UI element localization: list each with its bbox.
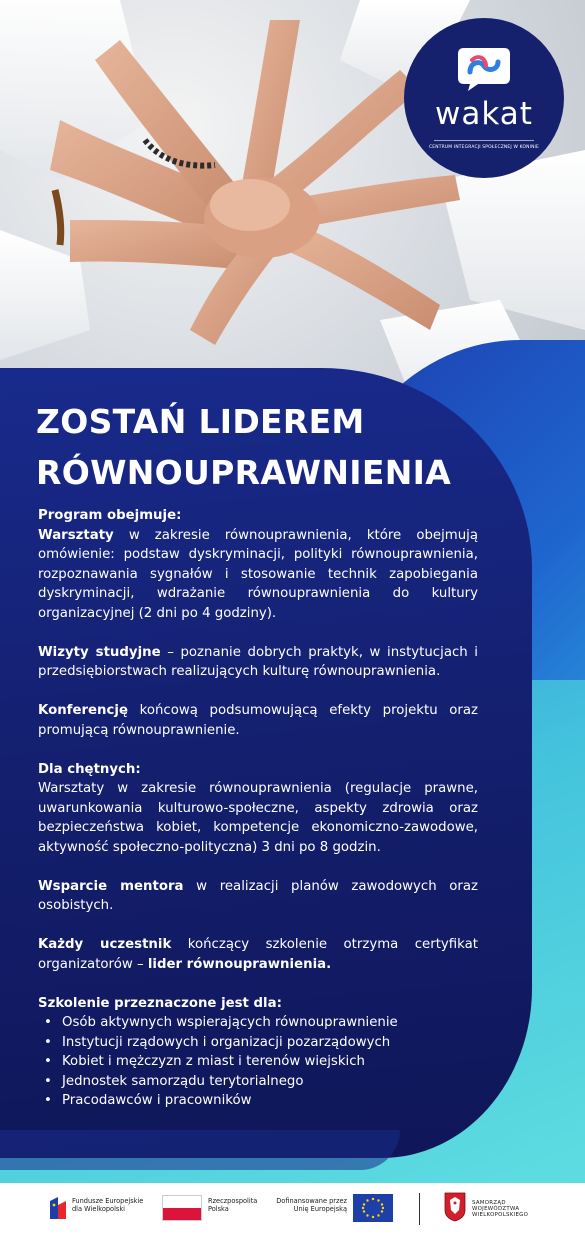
mentor-text: w realizacji planów zawodowych oraz osobistych. — [38, 878, 478, 913]
mentor-section — [38, 877, 478, 916]
optional-text: Warsztaty w zakresie równouprawnienia (regulacje prawne, uwarunkowania kulturowo-społeczne, aspekty zdrowia oraz bezpieczeństwa kobiet, kompetencje ekonomiczno-zawodowe, aktywność społeczno-polityczna) 3 dni po 8 godzin. — [38, 781, 478, 855]
audience-heading: Szkolenie przeznaczone jest dla: — [38, 995, 282, 1011]
speech-bubble-icon — [456, 46, 512, 92]
poland-flag-icon — [162, 1195, 202, 1221]
title-line-2: RÓWNOUPRAWNIENIA — [36, 453, 452, 492]
audience-item: • Jednostek samorządu terytorialnego — [38, 1072, 478, 1092]
audience-item: • Instytucji rządowych i organizacji pozarządowych — [38, 1033, 478, 1053]
eu-flag-icon — [353, 1194, 393, 1222]
logo-divider — [434, 140, 534, 141]
coat-of-arms-icon — [444, 1192, 466, 1222]
poland-label: Rzeczpospolita Polska — [208, 1197, 258, 1213]
optional-heading: Dla chętnych: — [38, 761, 141, 777]
audience-list — [38, 1013, 478, 1111]
certificate-label: Każdy uczestnik — [38, 937, 172, 952]
workshops-label: Warsztaty — [38, 527, 114, 543]
audience-section — [38, 994, 478, 1111]
program-content — [38, 506, 478, 1111]
mentor-label: Wsparcie mentora — [38, 878, 184, 894]
program-heading: Program obejmuje: — [38, 508, 182, 523]
program-section — [38, 506, 478, 623]
certificate-section — [38, 935, 478, 974]
logo-divider-line — [419, 1193, 420, 1225]
visits-label: Wizyty studyjne — [38, 644, 161, 660]
certificate-text: kończący szkolenie otrzyma certyfikat organizatorów – — [38, 937, 478, 972]
visits-text: – poznanie dobrych praktyk, w instytucjach i przedsiębiorstwach realizujących kulturę równouprawnienia. — [38, 644, 478, 679]
regional-government-label: SAMORZĄD WOJEWÓDZTWA WIELKOPOLSKIEGO — [472, 1200, 529, 1219]
audience-item: • Osób aktywnych wspierających równouprawnienie — [38, 1013, 478, 1033]
optional-section — [38, 760, 478, 858]
european-funds-label: Fundusze Europejskie dla Wielkopolski — [72, 1197, 144, 1213]
page-title — [36, 396, 516, 498]
audience-item: • Kobiet i mężczyzn z miast i terenów wiejskich — [38, 1052, 478, 1072]
eu-cofunding-label: Dofinansowane przez Unię Europejską — [276, 1197, 347, 1213]
workshops-text: w zakresie równouprawnienia, które obejmują omówienie: podstaw dyskryminacji, polityki równouprawnienia, rozpoznawania sygnałów i stosowanie technik zapobiegania dyskryminacji, wdrażanie równouprawnienia do kultury organizacyjnej (2 dni po 4 godziny). — [38, 527, 478, 621]
logo-wordmark: wakat — [435, 96, 533, 132]
conference-section — [38, 701, 478, 740]
wakat-logo — [404, 18, 564, 178]
visits-section — [38, 643, 478, 682]
decorative-strip — [0, 1130, 400, 1170]
conference-text: końcową podsumowującą efekty projektu oraz promującą równouprawnienie. — [38, 703, 478, 738]
conference-label: Konferencję — [38, 703, 128, 718]
logo-tagline: CENTRUM INTEGRACJI SPOŁECZNEJ W KONINIE — [428, 145, 540, 150]
european-funds-icon — [48, 1195, 68, 1221]
funding-logos-bar — [0, 1183, 585, 1241]
certificate-title: lider równouprawnienia. — [147, 956, 332, 972]
audience-item: • Pracodawców i pracowników — [38, 1091, 478, 1111]
title-line-1: ZOSTAŃ LIDEREM — [36, 402, 365, 441]
